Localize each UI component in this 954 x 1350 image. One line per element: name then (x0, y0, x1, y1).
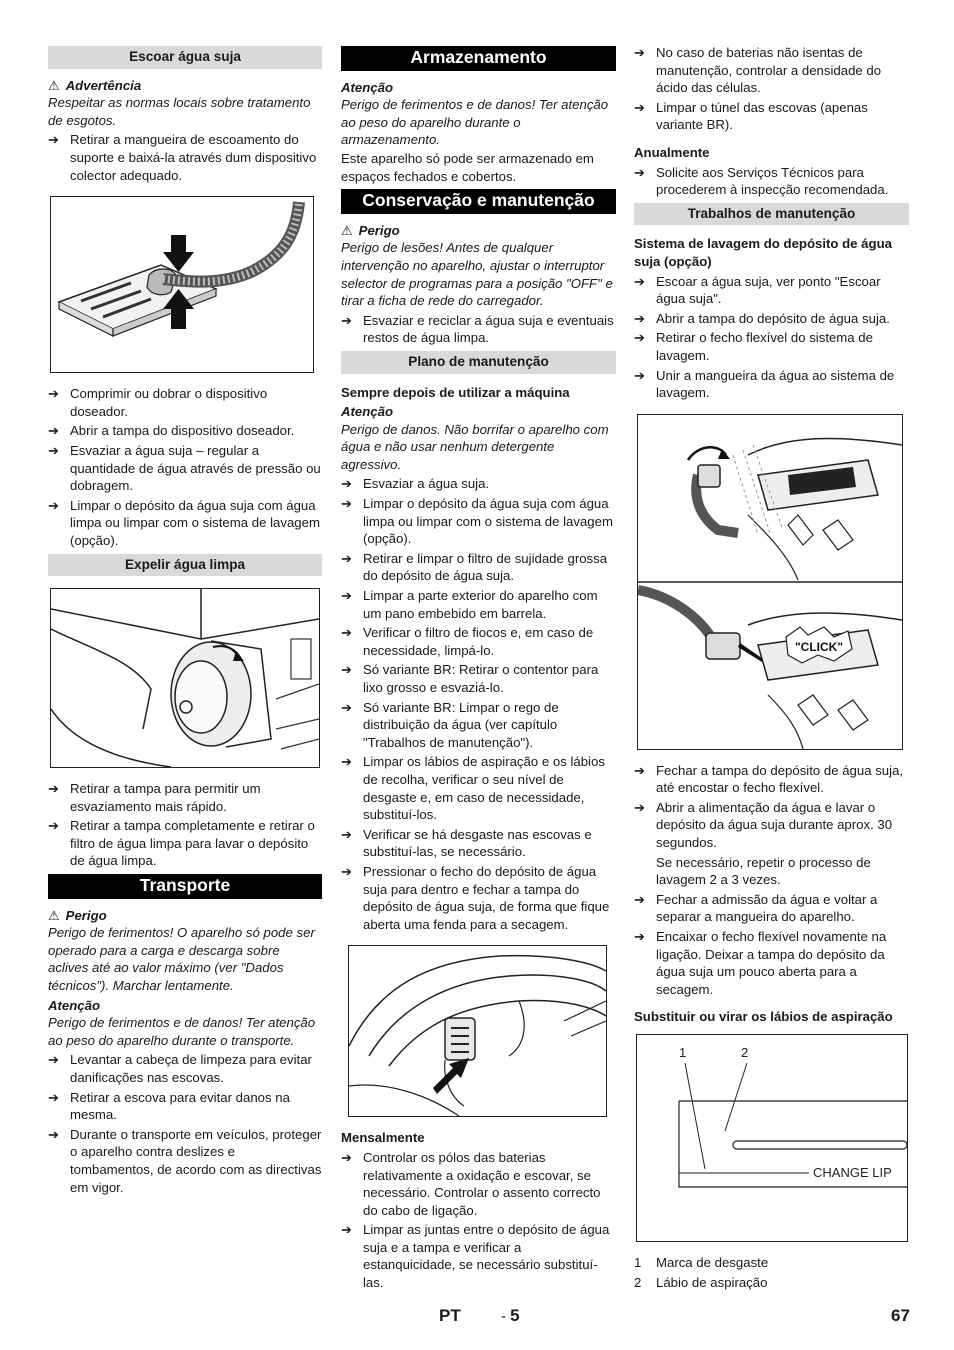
attention-heading: Atenção (341, 79, 394, 95)
lip-wear-figure (636, 1034, 908, 1242)
step-list (48, 1051, 322, 1196)
step-item: ➔ Esvaziar e reciclar a água suja e eventuais restos de água limpa. (341, 312, 616, 347)
step-item: ➔ Comprimir ou dobrar o dispositivo doseador. (48, 385, 322, 420)
section-title-transporte: Transporte (48, 874, 322, 899)
section-title-trabalhos: Trabalhos de manutenção (634, 203, 909, 226)
subheading-sistema: Sistema de lavagem do depósito de água suja (opção) (634, 236, 892, 269)
attention-text: Perigo de ferimentos e de danos! Ter atenção ao peso do aparelho durante o transporte. (48, 1015, 316, 1048)
figure-label-1: 1 (679, 1045, 687, 1060)
legend-item: 2 Lábio de aspiração (634, 1274, 768, 1290)
warning-triangle-icon: ⚠ (341, 222, 353, 238)
step-item: ➔ Solicite aos Serviços Técnicos para procederem à inspecção recomendada. (634, 164, 909, 199)
tank-latch-figure (348, 945, 607, 1117)
step-item: ➔ Esvaziar a água suja – regular a quantidade de água através de pressão ou dobragem. (48, 442, 322, 495)
step-item: ➔ Só variante BR: Retirar o contentor para lixo grosso e esvaziá-lo. (341, 661, 616, 696)
step-item: ➔ Esvaziar a água suja. (341, 475, 616, 493)
subheading-anual: Anualmente (634, 144, 710, 160)
danger-heading: ⚠ Perigo (341, 222, 400, 238)
step-item: ➔ Limpar o depósito da água suja com água limpa ou limpar com o sistema de lavagem (opção). (341, 495, 616, 548)
figure-label-2: 2 (741, 1045, 749, 1060)
subheading-sempre: Sempre depois de utilizar a máquina (341, 384, 570, 400)
danger-text: Perigo de ferimentos! O aparelho só pode ser operado para a carga e descarga sobre aclives até ao valor máximo (ver "Dados técnicos"). Marchar lentamente. (48, 925, 315, 994)
step-list (48, 780, 322, 870)
step-item: ➔ Retirar e limpar o filtro de sujidade grossa do depósito de água suja. (341, 550, 616, 585)
section-title-armazenamento: Armazenamento (341, 46, 616, 71)
step-item: ➔ Limpar a parte exterior do aparelho com um pano embebido em barrela. (341, 587, 616, 622)
step-item: ➔ Fechar a admissão da água e voltar a separar a mangueira do aparelho. (634, 891, 909, 926)
section-title-conservacao: Conservação e manutenção (341, 189, 616, 214)
step-item: ➔ Verificar se há desgaste nas escovas e substituí-las, se necessário. (341, 826, 616, 861)
step-item: ➔ Limpar os lábios de aspiração e os lábios de recolha, verificar o seu nível de desgaste e, em caso de necessidade, substituí-los. (341, 753, 616, 823)
step-item: ➔ Limpar as juntas entre o depósito de água suja e a tampa e verificar a estanquicidade, se necessário substituí-las. (341, 1221, 616, 1291)
step-item: ➔ Unir a mangueira da água ao sistema de lavagem. (634, 367, 909, 402)
step-item: ➔ Abrir a tampa do depósito de água suja. (634, 310, 909, 328)
step-list (634, 273, 909, 402)
warning-text: Respeitar as normas locais sobre tratamento de esgotos. (48, 95, 311, 128)
subheading-mensal: Mensalmente (341, 1130, 425, 1146)
storage-text: Este aparelho só pode ser armazenado em espaços fechados e cobertos. (341, 150, 594, 184)
figure-legend (634, 1254, 909, 1291)
legend-item: 1 Marca de desgaste (634, 1255, 769, 1270)
attention-heading: Atenção (341, 404, 394, 420)
step-item: ➔ Retirar a tampa completamente e retirar o filtro de água limpa para lavar o depósito de água limpa. (48, 817, 322, 870)
step-item: ➔ Limpar o depósito da água suja com água limpa ou limpar com o sistema de lavagem (opção). (48, 497, 322, 550)
attention-text: Perigo de danos. Não borrifar o aparelho com água e não usar nenhum detergente agressivo. (341, 421, 609, 472)
step-item: ➔ Controlar os pólos das baterias relativamente a oxidação e escovar, se necessário. Controlar o assento correcto do cabo de ligação. (341, 1149, 616, 1219)
attention-heading: Atenção (48, 997, 101, 1013)
step-item: ➔ Abrir a alimentação da água e lavar o depósito da água suja durante aprox. 30 segundos. (634, 799, 909, 852)
footer-section-number: - 5 (501, 1306, 520, 1325)
clean-water-cap-figure (50, 588, 320, 768)
step-list (48, 385, 322, 549)
step-item: ➔ Retirar o fecho flexível do sistema de lavagem. (634, 329, 909, 364)
step-item: ➔ Verificar o filtro de fiocos e, em caso de necessidade, limpá-lo. (341, 624, 616, 659)
section-title-plano: Plano de manutenção (341, 351, 616, 374)
step-item: ➔ Retirar a tampa para permitir um esvaziamento mais rápido. (48, 780, 322, 815)
step-list (341, 1149, 616, 1292)
column-2 (341, 42, 616, 1294)
warning-heading: ⚠ Advertência (48, 77, 142, 93)
step-item: ➔ No caso de baterias não isentas de manutenção, controlar a densidade do ácido das células. (634, 44, 909, 97)
change-lip-label: CHANGE LIP (813, 1165, 892, 1180)
column-3 (634, 42, 909, 1293)
click-label: "CLICK" (794, 639, 844, 654)
step-item: ➔ Durante o transporte em veículos, proteger o aparelho contra deslizes e tombamentos, de acordo com as directivas em vigor. (48, 1126, 322, 1196)
warning-triangle-icon: ⚠ (48, 77, 60, 93)
step-item: ➔ Retirar a escova para evitar danos na mesma. (48, 1089, 322, 1124)
step-item: ➔ Abrir a tampa do dispositivo doseador. (48, 422, 322, 440)
danger-heading: ⚠ Perigo (48, 907, 107, 923)
step-item: ➔ Limpar o túnel das escovas (apenas variante BR). (634, 99, 909, 134)
warning-triangle-icon: ⚠ (48, 907, 60, 923)
step-item: ➔ Pressionar o fecho do depósito de água suja para dentro e fechar a tampa do depósito de água suja, de forma que fique aberta uma fenda para a secagem. (341, 863, 616, 933)
danger-text: Perigo de lesões! Antes de qualquer intervenção no aparelho, ajustar o interruptor selector de programas para a posição "OFF" e tirar a ficha de rede do carregador. (341, 240, 613, 309)
attention-text: Perigo de ferimentos e de danos! Ter atenção ao peso do aparelho durante o armazenamento. (341, 97, 609, 148)
section-title-escoar: Escoar água suja (48, 46, 322, 69)
footer-page-number: 67 (891, 1306, 910, 1325)
step-item: ➔ Encaixar o fecho flexível novamente na ligação. Deixar a tampa do depósito da água suja um pouco aberta para a secagem. (634, 928, 909, 998)
column-1 (48, 42, 322, 1198)
subheading-substituir: Substituir ou virar os lábios de aspiração (634, 1009, 893, 1025)
drain-hose-figure (50, 196, 314, 373)
step-list (341, 475, 616, 933)
step-item: ➔ Escoar a água suja, ver ponto "Escoar água suja". (634, 273, 909, 308)
washing-system-figure (637, 414, 903, 750)
note-text: Se necessário, repetir o processo de lavagem 2 a 3 vezes. (656, 854, 871, 888)
step-item: ➔ Fechar a tampa do depósito de água suja, até encostar o fecho flexível. (634, 762, 909, 797)
step-item: ➔ Levantar a cabeça de limpeza para evitar danificações nas escovas. (48, 1051, 322, 1086)
section-title-expelir: Expelir água limpa (48, 554, 322, 577)
step-item: ➔ Só variante BR: Limpar o rego de distribuição da água (ver capítulo "Trabalhos de manutenção"). (341, 699, 616, 752)
footer-language: PT (439, 1306, 461, 1325)
step-item: ➔ Retirar a mangueira de escoamento do suporte e baixá-la através dum dispositivo colector adequado. (48, 131, 322, 184)
step-list (634, 762, 909, 999)
step-list (634, 44, 909, 134)
